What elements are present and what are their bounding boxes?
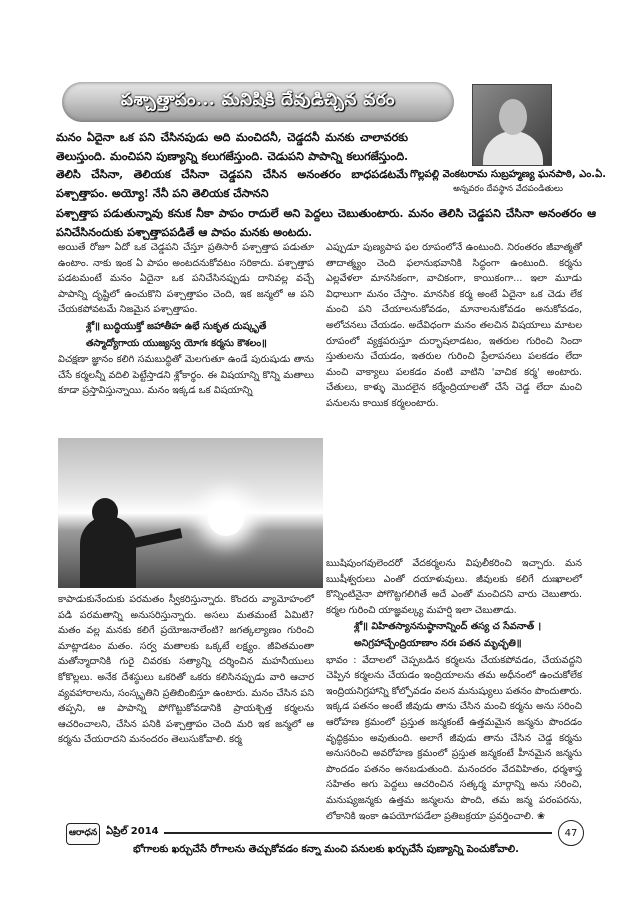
footer-divider bbox=[164, 832, 552, 834]
body-paragraph: అయితే రోజూ ఏదో ఒక చెడ్డపని చేస్తూ ప్రతిసారీ పశ్చాత్తాప పడుతూ ఉంటాం. నాకు ఇంక ఏ పాపం అంటదనుకోవటం సరికాదు. పశ్చాత్తాప పడటమంటే మనం ఏదైనా ఒక పనిచేసినప్పుడు దానివల్ల వచ్చే పాపాన్ని దృష్టిలో ఉంచుకొని పశ్చాత్తాపం చెంది, ఇక జన్మలో ఆ పని చేయకపోవటమే నిజమైన పశ్చాత్తాపం. bbox=[58, 242, 314, 316]
silhouette-body bbox=[80, 516, 136, 588]
right-column-lower bbox=[326, 556, 582, 825]
sun-glow bbox=[208, 500, 244, 536]
author-name: గొల్లపల్లి వెంకటరామ సుబ్రహ్మణ్య ఘనపాఠి, ఎం.ఏ. bbox=[409, 169, 607, 180]
sloka-line: అనిగ్రహాచ్చేంద్రియాణాం నరః పతన మృచ్ఛతి॥ bbox=[354, 637, 522, 649]
sloka-line: తస్మాద్యోగాయ యుజ్యస్వ యోగః కర్మసు కౌశలం॥ bbox=[86, 337, 267, 349]
body-paragraph: భావం : వేదాలలో చెప్పబడిన కర్మలను చేయకపోవడం, చేయవద్దని చెప్పిన కర్మలను చేయడం ఇంద్రియాలను తమ అధీనంలో ఉంచుకోలేక ఇంద్రియనిగ్రహాన్ని కోల్పోవడం వలన మనుష్యులు పతనం పొందుతారు. ఇక్కడ పతనం అంటే జీవుడు తాను చేసిన మంచి కర్మను అను సరించి ఆరోహణ క్రమంలో ప్రస్తుత జన్మకంటే ఉత్తమమైన జన్మను పొందడం వృద్ధిక్రమం అవుతుంది. అలాగే జీవుడు తాను చేసిన చెడ్డ కర్మను అనుసరించి అవరోహణ క్రమంలో ప్రస్తుత జన్మకంటే హీనమైన జన్మను పొందడం పతనం అనబడుతుంది. మనందరం వేదవిహితం, ధర్మశాస్త్ర సహితం అగు పెద్దలు ఆచరించిన సత్కర్మ మార్గాన్ని అను సరించి, మనుష్యజన్మకు ఉత్తమ జన్మలను పొంది, తమ జన్మ పరంపరను, లోకానికి ఇంకా ఉపయోగపడేలా ప్రతిబక్రయా ప్రవర్తించాలి. ❀ bbox=[326, 654, 582, 822]
right-column bbox=[326, 240, 582, 413]
page-number: 47 bbox=[558, 820, 584, 846]
author-photo-face bbox=[499, 99, 527, 135]
sloka-line: శ్లో॥ బుద్ధియుక్తో జహాతీహ ఉభే సుకృత దుష్కృతే bbox=[86, 320, 267, 332]
title-banner bbox=[62, 82, 454, 122]
sloka-line: శ్లో॥ విహితస్యాననుష్ఠానాన్నింద్ తస్య చ సేవనాత్ । bbox=[354, 621, 542, 633]
article-title: పశ్చాత్తాపం... మనిషికి దేవుడిచ్చిన వరం bbox=[120, 90, 396, 110]
body-paragraph: ఋషిపుంగవులెందరో వేదకర్మలను విపులీకరించి ఇచ్చారు. మన ఋషీశ్వరులు ఎంతో దయాళువులు. జీవులకు కలిగే దుఃఖాలలో కొన్నింటినైనా పోగొట్టగలిగితే అదే ఎంతో మంచిదని వారు చెబుతారు. కర్మల గురించి యాజ్ఞవల్క్య మహర్షి ఇలా చెబుతాడు. bbox=[326, 558, 582, 616]
left-column-bottom bbox=[58, 592, 314, 749]
left-column-top bbox=[58, 240, 314, 400]
author-photo bbox=[472, 84, 552, 166]
body-paragraph: విచక్షణా జ్ఞానం కలిగి సమబుద్ధితో మెలగుతూ ఉండే పురుషుడు తాను చేసే కర్మలన్నీ వదిలి పెట్టేస్తాడని శ్లోకార్థం. ఈ విషయాన్ని కొన్ని మతాలు కూడా ప్రస్తావిస్తున్నాయి. మనం ఇక్కడ ఒక విషయాన్ని bbox=[58, 354, 314, 397]
issue-date: ఏప్రిల్ 2014 bbox=[106, 826, 159, 837]
footer-quote: భోగాలకు ఖర్చుచేసే రోగాలను తెచ్చుకోవడం కన్నా మంచి పనులకు ఖర్చుచేసే పుణ్యాన్ని పెంచుకోవాలి. bbox=[133, 844, 519, 855]
sunset-photo bbox=[58, 438, 323, 588]
silhouette-head bbox=[92, 498, 118, 526]
intro-paragraph: మనం ఏదైనా ఒక పని చేసినపుడు అది మంచిదనీ, చెడ్డదనీ మనకు చాలావరకు తెలుస్తుంది. మంచిపని పుణ్యాన్ని కలుగజేస్తుంది. చెడుపని పాపాన్ని కలుగజేస్తుంది. తెలిసి చేసినా, తెలియక చేసినా చెడ్డపని చేసిన అనంతరం బాధపడటమే పశ్చాత్తాపం. అయ్యో! నేనీ పని తెలియక చేసానని bbox=[56, 130, 408, 200]
body-paragraph: ఎప్పుడూ పుణ్యపాప ఫల రూపంలోనే ఉంటుంది. నిరంతరం జీవాత్మతో తాదాత్మ్యం చెంది ఫలానుభవానికి సిద్ధంగా ఉంటుంది. కర్మను ఎల్లవేళలా మానసికంగా, వాచికంగా, కాయికంగా... ఇలా మూడు విధాలుగా మనం చేస్తాం. మానసిక కర్మ అంటే ఏదైనా ఒక చెడు లేక మంచి పని చేయాలనుకోవడం, మానాలనుకోవడం అనుకోవడం, అలోచనలు చేయడం. అదేవిధంగా మనం తలచిన విషయాలు మాటల రూపంలో వ్యక్తపరుస్తూ దుర్భాషలాడటం, ఇతరుల గురించి నిందా స్తుతులను చేయడం, ఇతరుల గురించి ప్రేలాపనలు పలకడం లేదా మంచి వాక్యాలు పలకడం వంటి వాటిని 'వాచిక కర్మ' అంటారు. చేతులు, కాళ్ళు మొదలైన కర్మేంద్రియాలతో చేసే చెడ్డ లేదా మంచి పనులను కాయిక కర్మలంటారు. bbox=[326, 242, 582, 409]
body-paragraph: కాపాడుకునేందుకు పరమతం స్వీకరిస్తున్నారు. కొందరు వ్యామోహంలో పడి పరమతాన్ని అనుసరిస్తున్నారు. అసలు మతమంటే ఏమిటి? మతం వల్ల మనకు కలిగే ప్రయోజనాలేంటి? జగత్కల్యాణం గురించి మాట్లాడటం మతం. సర్వ మతాలకు ఒక్కటే లక్ష్యం. జీవితమంతా మతోన్మాదానికి గురై చివరకు సత్యాన్ని దర్శించిన మహనీయులు కోకొల్లలు. అనేక దేశస్థులు ఒకరితో ఒకరు కలిసినప్పుడు వారి ఆచార వ్యవహారాలను, సంస్కృతిని ప్రతిబింబిస్తూ ఉంటారు. మనం చేసిన పని తప్పని, ఆ పాపాన్ని పోగొట్టుకోవడానికి ప్రాయశ్చిత్త కర్మలను ఆచరించాలని, చేసిన పనికి పశ్చాత్తాపం చెంది మరి ఇక జన్మలో ఆ కర్మను చేయరాదని మనందరం తెలుసుకోవాలి. కర్మ bbox=[58, 594, 314, 746]
intro-paragraph-continued: పశ్చాత్తాప పడుతున్నావు కనుక నీకా పాపం రాదులే అని పెద్దలు చెబుతుంటారు. మనం తెలిసి చెడ్డపని చేసినా అనంతరం ఆ పనిచేసినందుకు పశ్చాత్తాపపడితే ఆ పాపం మనకు అంటదు. bbox=[56, 206, 596, 239]
author-affiliation: అన్నవరం దేవస్థాన వేదపండితులు bbox=[453, 184, 563, 194]
magazine-logo: ఆరాధన bbox=[66, 823, 100, 845]
author-photo-body bbox=[483, 131, 543, 166]
